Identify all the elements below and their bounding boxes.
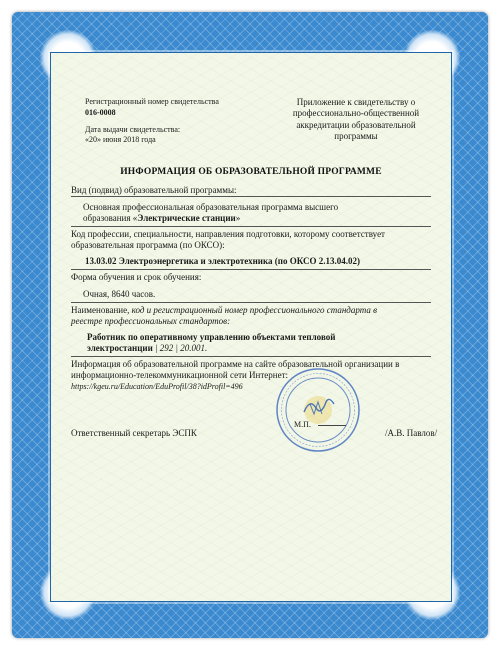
issue-date-label: Дата выдачи свидетельства:: [85, 125, 181, 134]
program-kind-line2: образования «Электрические станции»: [83, 213, 241, 223]
official-seal-icon: [274, 366, 362, 454]
signatory-name: /А.В. Павлов/: [385, 428, 438, 438]
divider: [71, 226, 431, 227]
prof-standard-value-line2: электростанции | 292 | 20.001.: [87, 343, 208, 353]
specialty-code-label-line2: образовательная программа (по ОКСО):: [71, 240, 225, 250]
specialty-code-value: 13.03.02 Электроэнергетика и электротехника (по ОКСО 2.13.04.02): [85, 256, 361, 266]
divider: [71, 356, 431, 357]
signatory-role: Ответственный секретарь ЭСПК: [71, 428, 197, 438]
specialty-code-label-line1: Код профессии, специальности, направления подготовки, которому соответствует: [71, 229, 385, 239]
program-kind-label: Вид (подвид) образовательной программы:: [71, 185, 237, 195]
document-body: [50, 52, 452, 602]
appendix-heading: Приложение к свидетельству о профессионально-общественной аккредитации образовательной программы: [292, 97, 420, 141]
divider: [71, 269, 431, 270]
program-kind-line1: Основная профессиональная образовательная программа высшего: [83, 202, 339, 212]
registration-label: Регистрационный номер свидетельства: [85, 97, 219, 106]
study-form-value: Очная, 8640 часов.: [83, 289, 156, 299]
divider: [71, 302, 431, 303]
stamp-label: М.П.: [294, 420, 311, 429]
prof-standard-label-line2: реестре профессиональных стандартов:: [71, 316, 231, 326]
registration-number: 016-0008: [85, 108, 116, 117]
prof-standard-label-line1: Наименование, код и регистрационный номер профессионального стандарта в: [71, 305, 377, 315]
prof-standard-value-line1: Работник по оперативному управлению объектами тепловой: [87, 332, 336, 342]
divider: [71, 196, 431, 197]
study-form-label: Форма обучения и срок обучения:: [71, 272, 202, 282]
issue-date-value: «20» июня 2018 года: [85, 135, 156, 144]
page-title: ИНФОРМАЦИЯ ОБ ОБРАЗОВАТЕЛЬНОЙ ПРОГРАММЕ: [120, 167, 382, 177]
website-info-line2: информационно-телекоммуникационной сети Интернет:: [71, 370, 289, 380]
website-url: https://kgeu.ru/Education/EduProfil/38?idProfil=496: [71, 382, 243, 391]
website-info-line1: Информация об образовательной программе на сайте образовательной организации в: [71, 359, 400, 369]
signature-line: [318, 425, 346, 426]
certificate-frame: [12, 12, 488, 638]
